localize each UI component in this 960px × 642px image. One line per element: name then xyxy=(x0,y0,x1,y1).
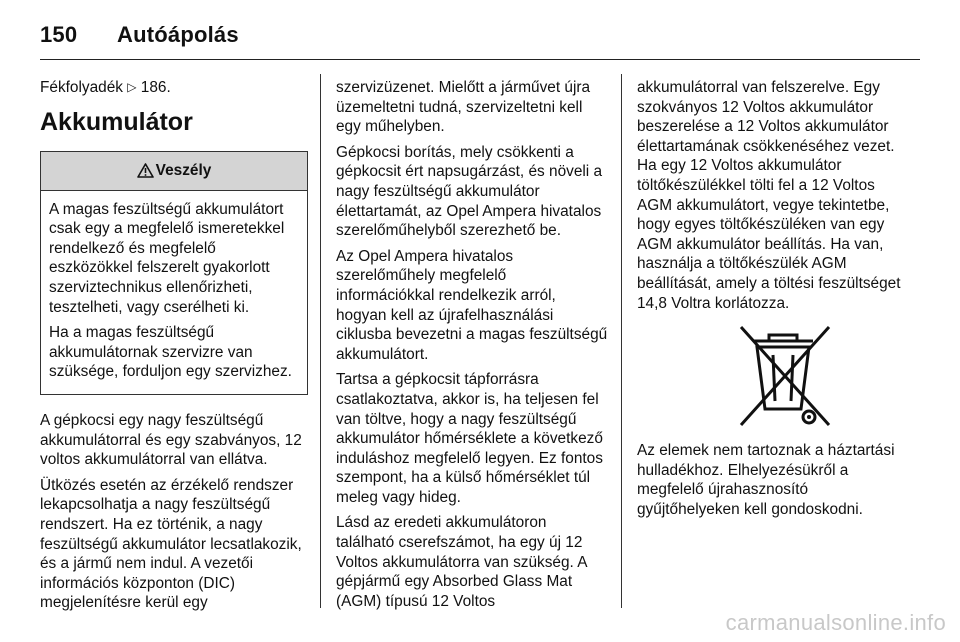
warning-paragraph: Ha a magas feszültségű akkumulátornak szervizre van szüksége, forduljon egy szervizhez. xyxy=(49,324,292,381)
warning-paragraph: A magas feszültségű akkumulátort csak egy a megfelelő ismeretekkel rendelkező és megfelelő eszközökkel felszerelt gyakorlott szerviztechnikus ellenőrizheti, tesztelheti, vagy cserélheti ki. xyxy=(49,200,285,316)
warning-title: Veszély xyxy=(155,161,212,179)
header-divider xyxy=(40,59,920,60)
body-paragraph: akkumulátorral van felszerelve. Egy szokványos 12 Voltos akkumulátor beszerelése a 12 Voltos akkumulátor élettartamának csökkenéséhez vezet. Ha egy 12 Voltos akkumulátor töltőkészülékkel tölti fel a 12 Voltos AGM akkumulátort, vegye tekintetbe, hogy egyes töltőkészüléken van egy AGM akkumulátor beállítás. Ha van, használja a töltőkészülék AGM beállítását, amely a töltési feszültséget 14,8 Voltra korlátozza. xyxy=(637,79,901,312)
body-paragraph: Gépkocsi borítás, mely csökkenti a gépkocsit ért napsugárzást, és növeli a nagy feszültségű akkumulátor élettartamát, az Opel Ampera hivatalos szerelőműhelyből szerezhető be. xyxy=(336,143,603,240)
page-number: 150 xyxy=(40,22,78,47)
column-divider-2 xyxy=(621,74,622,608)
cross-reference-text: Fékfolyadék xyxy=(40,79,123,96)
body-paragraph: szervizüzenet. Mielőtt a járművet újra üzemeltetni tudná, szervizeltetni kell egy műhelyben. xyxy=(336,79,591,136)
watermark: carmanualsonline.info xyxy=(725,610,946,635)
crossed-out-wheelie-bin-icon xyxy=(739,325,831,429)
section-title: Akkumulátor xyxy=(40,107,193,136)
column-2 xyxy=(336,78,608,617)
warning-triangle-icon xyxy=(137,163,154,178)
column-3 xyxy=(637,78,907,526)
chapter-title: Autóápolás xyxy=(117,22,239,47)
body-paragraph: Az Opel Ampera hivatalos szerelőműhely megfelelő információkkal rendelkezik arról, hogyan kell az újrafelhasználási ciklusba bevezetni a magas feszültségű akkumulátort. xyxy=(336,247,608,363)
body-paragraph: Ütközés esetén az érzékelő rendszer lekapcsolhatja a nagy feszültségű rendszert. Ha ez történik, a nagy feszültségű akkumulátor lecsatlakozik, és a jármű nem indul. A vezetői információs központon (DIC) megjelenítésre kerül egy xyxy=(40,476,302,612)
reference-arrow-icon: ▷ xyxy=(127,80,137,94)
cross-reference-page[interactable]: 186. xyxy=(140,79,171,96)
cross-reference xyxy=(40,78,308,98)
warning-body xyxy=(41,191,307,394)
body-paragraph: Lásd az eredeti akkumulátoron található cserefszámot, ha egy új 12 Voltos akkumulátorra van szükség. A gépjármű egy Absorbed Glass Mat (AGM) típusú 12 Voltos xyxy=(336,514,587,610)
page-header xyxy=(40,22,239,48)
warning-header xyxy=(41,152,307,191)
column-divider-1 xyxy=(320,74,321,608)
column-1 xyxy=(40,78,308,619)
battery-disposal-note: Az elemek nem tartoznak a háztartási hulladékhoz. Elhelyezésükről a megfelelő újrahasznosító gyűjtőhelyeken kell gondoskodni. xyxy=(637,442,895,518)
body-paragraph: Tartsa a gépkocsit tápforrásra csatlakoztatva, akkor is, ha teljesen fel van töltve, hogy a nagy feszültségű akkumulátor hőmérséklete a következő induláshoz megfelelő legyen. Ez fontos szempont, ha a külső hőmérséklet túl meleg vagy hideg. xyxy=(336,371,603,506)
body-paragraph: A gépkocsi egy nagy feszültségű akkumulátorral és egy szabványos, 12 voltos akkumulátorral van ellátva. xyxy=(40,411,302,469)
danger-warning-box xyxy=(40,151,308,395)
